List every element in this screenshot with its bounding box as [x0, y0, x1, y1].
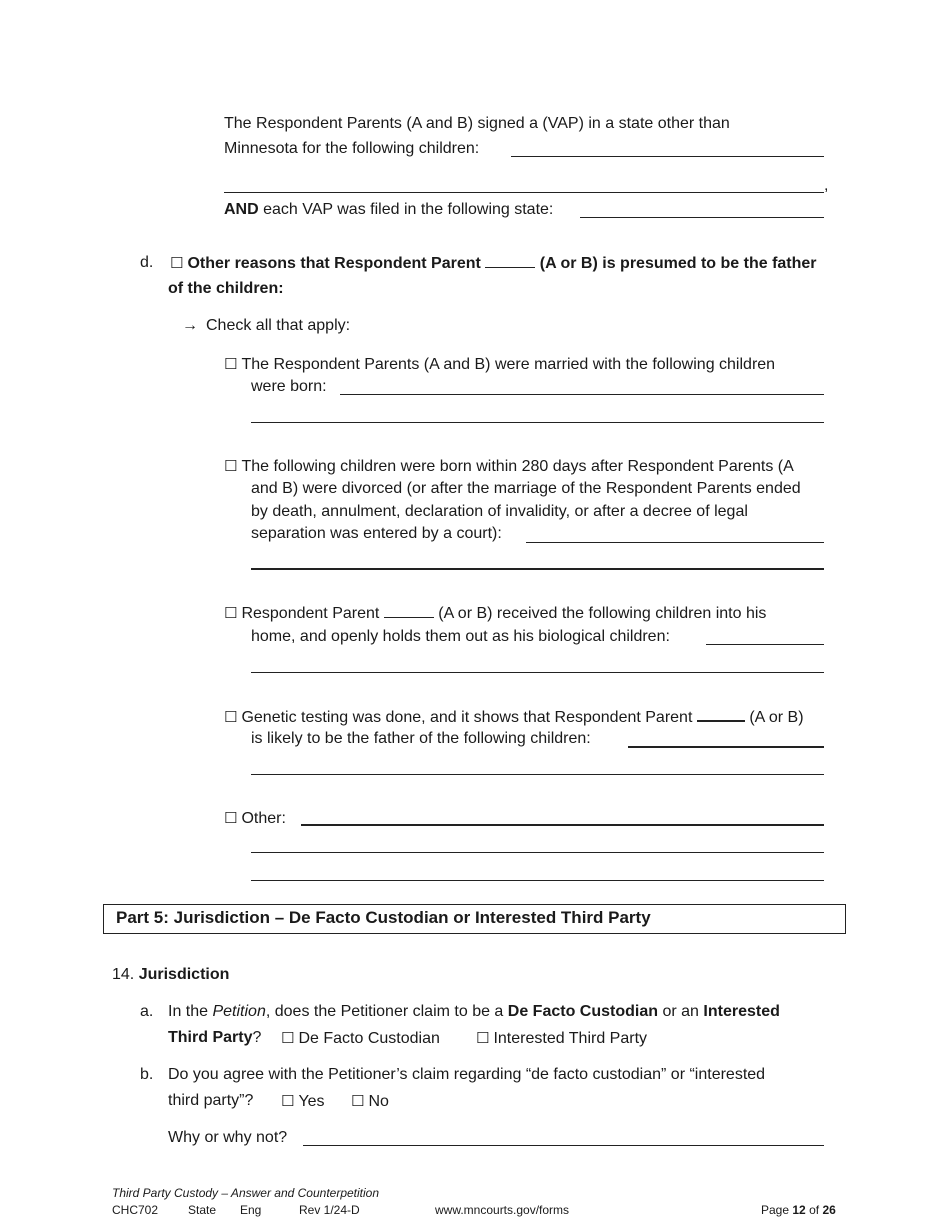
option-married — [224, 354, 775, 375]
defacto-option — [281, 1028, 440, 1049]
option-other — [224, 808, 286, 829]
vap-filed-state-field[interactable] — [580, 217, 824, 218]
option-genetic-text1: Genetic testing was done, and it shows that Respondent Parent — [241, 709, 693, 726]
interested-label: Interested Third Party — [493, 1030, 648, 1047]
page-prefix: Page — [761, 1203, 790, 1217]
footer-title: Third Party Custody – Answer and Counterpetition — [112, 1186, 380, 1200]
option-divorced-line2: and B) were divorced (or after the marriage of the Respondent Parents ended — [251, 480, 801, 497]
interested-bold: Interested — [703, 1003, 780, 1020]
comma: , — [824, 177, 829, 194]
option-genetic-checkbox[interactable]: ☐ — [224, 708, 238, 726]
vap-other-state-text-line1: The Respondent Parents (A and B) signed a (VAP) in a state other than — [224, 115, 730, 132]
option-married-checkbox[interactable]: ☐ — [224, 355, 238, 373]
item14-heading — [112, 965, 229, 985]
vap-filed-state-text: each VAP was filed in the following state: — [263, 201, 554, 218]
section-d-checkbox[interactable]: ☐ — [170, 254, 184, 272]
received-parent-field[interactable] — [384, 603, 434, 618]
no-label: No — [368, 1093, 389, 1110]
option-divorced — [224, 456, 794, 477]
section-d-letter: d. — [140, 254, 154, 271]
option-received-text1: Respondent Parent — [241, 605, 380, 622]
genetic-children-field-2[interactable] — [251, 774, 824, 775]
vap-children-field[interactable] — [511, 156, 824, 157]
footer-lang: Eng — [240, 1203, 262, 1217]
item14a-question-line2 — [168, 1028, 261, 1048]
and-bold: AND — [224, 201, 259, 218]
part5-header-box — [103, 904, 846, 934]
option-received — [224, 603, 766, 624]
yes-checkbox[interactable]: ☐ — [281, 1092, 295, 1110]
petition-italic: Petition — [212, 1003, 266, 1020]
option-other-checkbox[interactable]: ☐ — [224, 809, 238, 827]
defacto-checkbox[interactable]: ☐ — [281, 1029, 295, 1047]
defacto-label: De Facto Custodian — [298, 1030, 440, 1047]
interested-option — [476, 1028, 647, 1049]
vap-other-state-text-line2: Minnesota for the following children: — [224, 140, 480, 157]
option-married-text: The Respondent Parents (A and B) were married with the following children — [241, 356, 776, 373]
item14b-question-line1: Do you agree with the Petitioner’s claim regarding “de facto custodian” or “interested — [168, 1066, 766, 1083]
section-d-title-part1: Other reasons that Respondent Parent — [187, 255, 481, 272]
received-children-field[interactable] — [706, 644, 824, 645]
other-reason-field-3[interactable] — [251, 880, 824, 881]
yes-option — [281, 1091, 325, 1112]
item14a-or: or an — [662, 1003, 699, 1020]
defacto-bold: De Facto Custodian — [507, 1003, 659, 1020]
option-married-line2: were born: — [251, 378, 327, 395]
option-genetic-line2: is likely to be the father of the following children: — [251, 730, 591, 747]
option-divorced-text: The following children were born within 280 days after Respondent Parents (A — [241, 458, 794, 475]
genetic-children-field[interactable] — [628, 746, 824, 748]
option-other-text: Other: — [241, 810, 286, 827]
item14a-text1: In the — [168, 1003, 209, 1020]
item14a-q: ? — [252, 1029, 262, 1046]
section-d-title-part2: (A or B) is presumed to be the father — [539, 255, 817, 272]
other-reason-field-2[interactable] — [251, 852, 824, 853]
item14a-text2: , does the Petitioner claim to be a — [265, 1003, 504, 1020]
third-party-bold: Third Party — [168, 1029, 253, 1046]
footer-state: State — [188, 1203, 217, 1217]
item14-number: 14. — [112, 966, 135, 983]
check-all-instruction — [182, 316, 350, 336]
why-field[interactable] — [303, 1145, 824, 1146]
item14a-letter: a. — [140, 1003, 154, 1020]
check-all-text: Check all that apply: — [206, 317, 351, 334]
arrow-right-icon: → — [182, 317, 198, 334]
item14-title: Jurisdiction — [138, 966, 230, 983]
option-received-line2: home, and openly holds them out as his biological children: — [251, 628, 670, 645]
section-d-title — [170, 253, 817, 274]
footer-form-code: CHC702 — [112, 1203, 159, 1217]
option-genetic — [224, 706, 804, 728]
page-number: 12 — [792, 1203, 806, 1217]
divorced-children-field-2[interactable] — [251, 568, 824, 570]
item14a-question-line1 — [168, 1002, 780, 1022]
part5-title: Part 5: Jurisdiction – De Facto Custodian or Interested Third Party — [116, 908, 651, 927]
item14b-letter: b. — [140, 1066, 154, 1083]
no-checkbox[interactable]: ☐ — [351, 1092, 365, 1110]
section-d-title-line2: of the children: — [168, 280, 284, 297]
item14b-question-line2: third party”? — [168, 1092, 254, 1109]
other-reason-field[interactable] — [301, 824, 824, 826]
option-received-checkbox[interactable]: ☐ — [224, 604, 238, 622]
married-children-field-2[interactable] — [251, 422, 824, 423]
option-divorced-line3: by death, annulment, declaration of invalidity, or after a decree of legal — [251, 503, 748, 520]
vap-children-field-2[interactable] — [224, 192, 824, 193]
option-divorced-line4: separation was entered by a court): — [251, 525, 502, 542]
genetic-parent-field[interactable] — [697, 706, 745, 722]
section-d-parent-field[interactable] — [485, 253, 535, 268]
received-children-field-2[interactable] — [251, 672, 824, 673]
option-divorced-checkbox[interactable]: ☐ — [224, 457, 238, 475]
footer-page — [761, 1202, 836, 1218]
option-received-text2: (A or B) received the following children into his — [438, 605, 767, 622]
divorced-children-field[interactable] — [526, 542, 824, 543]
vap-filed-state-label — [224, 200, 553, 220]
interested-checkbox[interactable]: ☐ — [476, 1029, 490, 1047]
footer-url[interactable]: www.mncourts.gov/forms — [435, 1203, 570, 1217]
no-option — [351, 1091, 389, 1112]
yes-label: Yes — [298, 1093, 325, 1110]
footer-rev: Rev 1/24-D — [299, 1203, 360, 1217]
page-total: 26 — [822, 1203, 836, 1217]
page-of: of — [809, 1203, 820, 1217]
married-children-field[interactable] — [340, 394, 824, 395]
option-genetic-text2: (A or B) — [749, 709, 804, 726]
why-label: Why or why not? — [168, 1129, 288, 1146]
